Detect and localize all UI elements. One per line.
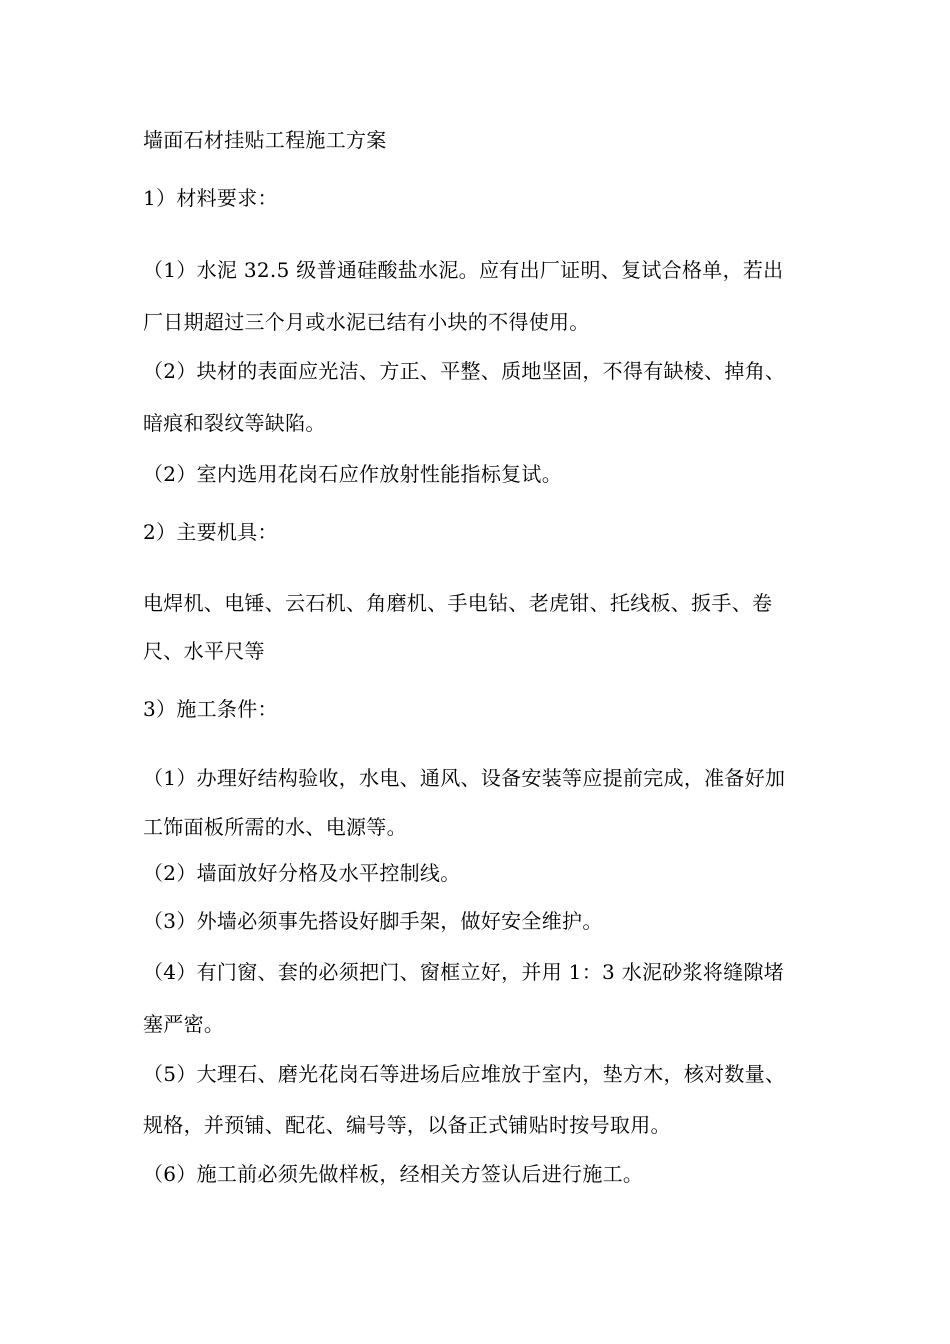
paragraph-line: （5）大理石、磨光花岗石等进场后应堆放于室内，垫方木，核对数量、: [143, 1062, 786, 1086]
section-heading: 3）施工条件：: [143, 697, 278, 721]
paragraph-line: （1）办理好结构验收，水电、通风、设备安装等应提前完成，准备好加: [143, 766, 786, 790]
paragraph-line: （2）墙面放好分格及水平控制线。: [143, 861, 461, 885]
paragraph-line: 尺、水平尺等: [143, 639, 265, 663]
paragraph-line: 暗痕和裂纹等缺陷。: [143, 411, 326, 435]
paragraph-line: （2）室内选用花岗石应作放射性能指标复试。: [143, 462, 563, 486]
paragraph-line: （6）施工前必须先做样板，经相关方签认后进行施工。: [143, 1162, 644, 1186]
paragraph-line: （2）块材的表面应光洁、方正、平整、质地坚固，不得有缺棱、掉角、: [143, 359, 786, 383]
paragraph-line: 厂日期超过三个月或水泥已结有小块的不得使用。: [143, 310, 590, 334]
section-heading: 1）材料要求：: [143, 186, 278, 210]
paragraph-line: （4）有门窗、套的必须把门、窗框立好，并用 1：3 水泥砂浆将缝隙堵: [143, 960, 785, 984]
paragraph-line: 塞严密。: [143, 1012, 225, 1036]
section-heading: 2）主要机具：: [143, 520, 278, 544]
document-title: 墙面石材挂贴工程施工方案: [143, 128, 387, 152]
paragraph-line: 工饰面板所需的水、电源等。: [143, 815, 407, 839]
paragraph-line: 电焊机、电锤、云石机、角磨机、手电钻、老虎钳、托线板、扳手、卷: [143, 591, 773, 615]
paragraph-line: 规格，并预铺、配花、编号等，以备正式铺贴时按号取用。: [143, 1113, 671, 1137]
paragraph-line: （3）外墙必须事先搭设好脚手架，做好安全维护。: [143, 909, 603, 933]
paragraph-line: （1）水泥 32.5 级普通硅酸盐水泥。应有出厂证明、复试合格单，若出: [143, 258, 784, 282]
